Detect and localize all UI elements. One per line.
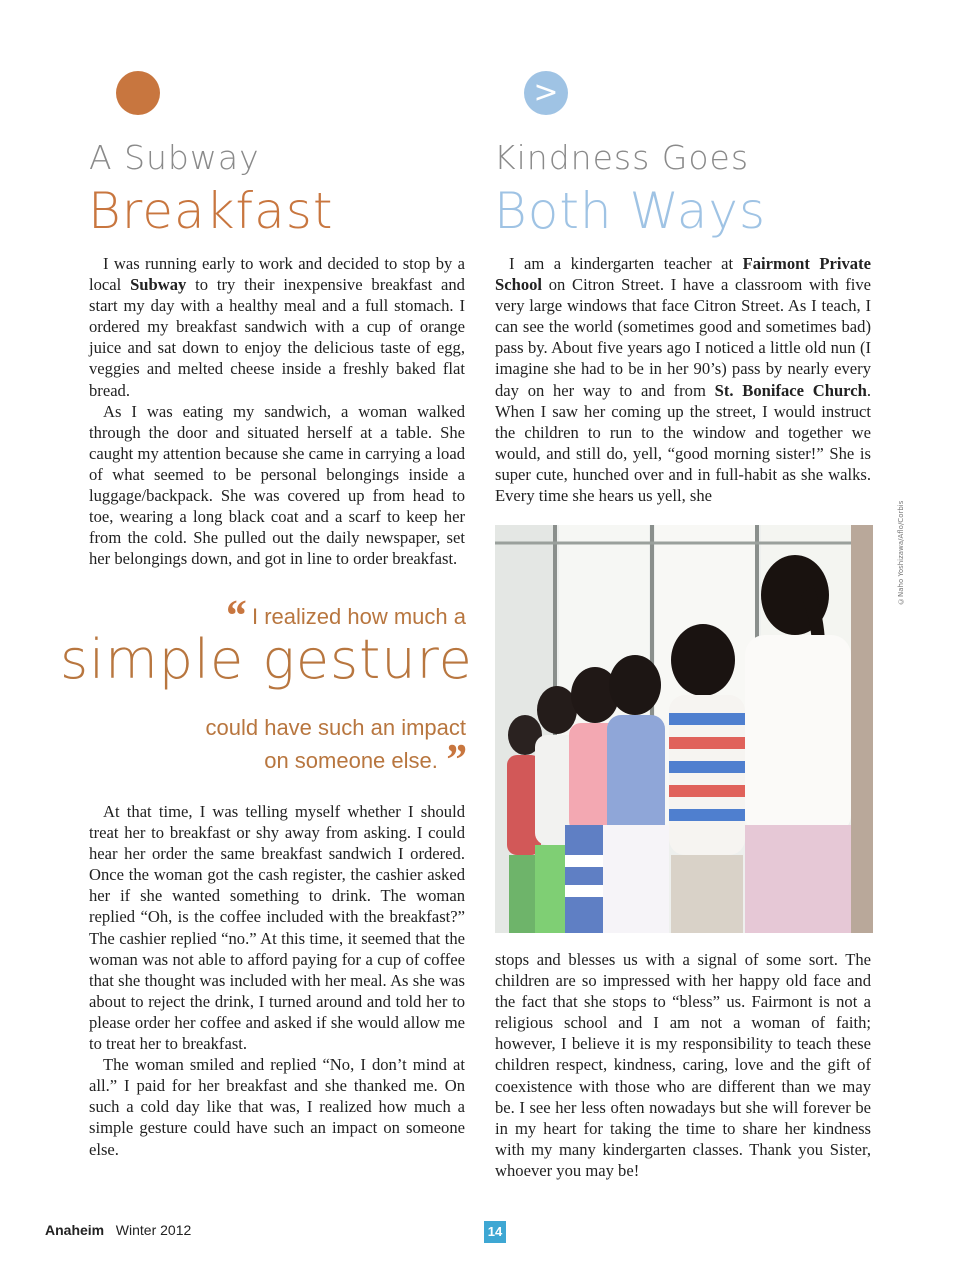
right-story-bottom-body bbox=[495, 949, 871, 1181]
orange-circle-icon bbox=[116, 71, 160, 115]
arrow-right-icon: > bbox=[524, 71, 568, 115]
page-number: 14 bbox=[484, 1221, 506, 1243]
pull-quote-emphasis: simple gesture bbox=[60, 628, 473, 691]
footer-publication bbox=[45, 1222, 191, 1238]
left-story-kicker: A Subway bbox=[89, 138, 260, 177]
close-quote-mark: ” bbox=[444, 735, 466, 784]
pull-quote-line-4: on someone else. bbox=[264, 748, 438, 773]
right-story-kicker: Kindness Goes bbox=[494, 138, 750, 177]
right-story-headline: Both Ways bbox=[494, 182, 767, 240]
open-quote-mark: “ bbox=[223, 591, 246, 640]
right-story-top-body bbox=[495, 253, 871, 506]
left-story-bottom-body bbox=[89, 801, 465, 1160]
pull-quote-line-3: could have such an impact bbox=[205, 715, 466, 740]
left-paragraph-3: At that time, I was telling myself whether I should treat her to breakfast or shy away from asking. I could hear her order the same breakfast sandwich I ordered. Once the woman got the cash register, the cashier asked her if she wanted something to drink. The woman replied “Oh, is the coffee included with the breakfast?” The cashier replied “no.” At this time, it seemed that the woman was not able to afford paying for a cup of coffee that she thought was included with her meal. As she was about to reject the drink, I turned around and told her to please order her coffee and asked if she would allow me to treat her to breakfast. bbox=[89, 802, 465, 1054]
footer-brand: Anaheim bbox=[45, 1222, 105, 1238]
left-story-headline: Breakfast bbox=[88, 182, 334, 240]
left-paragraph-1: I was running early to work and decided to stop by a local Subway to try their inexpensive breakfast and start my day with a healthy meal and a full stomach. I ordered my breakfast sandwich with a cup of orange juice and sat down to enjoy the delicious taste of egg, veggies and melted cheese inside a freshly baked flat bread. bbox=[89, 254, 465, 400]
right-paragraph-2: stops and blesses us with a signal of some sort. The children are so impressed with her happy old face and the fact that she stops to “bless” us. Fairmont is not a religious school and I am not a woman of faith; however, I believe it is my responsibility to teach these children respect, kindness, caring, love and the gift of coexistence with those who are different than we may be. I see her less often nowadays but she will forever be in my heart for taking the time to share her kindness with my many kindergarten classes. Thank you Sister, whoever you may be! bbox=[495, 950, 871, 1180]
children-at-window-photo bbox=[495, 525, 873, 933]
left-paragraph-4: The woman smiled and replied “No, I don’t mind at all.” I paid for her breakfast and she thanked me. On such a cold day like that was, I realized how much a simple gesture could have such an impact on someone else. bbox=[89, 1055, 465, 1159]
footer-issue: Winter 2012 bbox=[115, 1222, 192, 1238]
right-paragraph-1: I am a kindergarten teacher at Fairmont Private School on Citron Street. I have a classroom with five very large windows that face Citron Street. As I teach, I can see the world (sometimes good and sometimes bad) pass by. About five years ago I noticed a little old nun (I imagine she had to be in her 90’s) pass by nearly every day on her way to and from St. Boniface Church. When I saw her coming up the street, I would instruct the children to run to the window and together we would, and still do, yell, “good morning sister!” She is super cute, hunched over and in full-habit as she walks. Every time she hears us yell, she bbox=[495, 254, 872, 506]
left-story-top-body bbox=[89, 253, 465, 569]
pull-quote-line-1: I realized how much a bbox=[252, 604, 466, 629]
photo-credit: ©Naho Yoshizawa/Aflo/Corbis bbox=[897, 500, 905, 605]
left-paragraph-2: As I was eating my sandwich, a woman walked through the door and situated herself at a table. She caught my attention because she came in carrying a load of what seemed to be personal belongings inside a luggage/backpack. She was covered up from head to toe, wearing a long black coat and a scarf to keep her from the cold. She pulled out the daily newspaper, set her belongings down, and got in line to order breakfast. bbox=[89, 401, 465, 569]
